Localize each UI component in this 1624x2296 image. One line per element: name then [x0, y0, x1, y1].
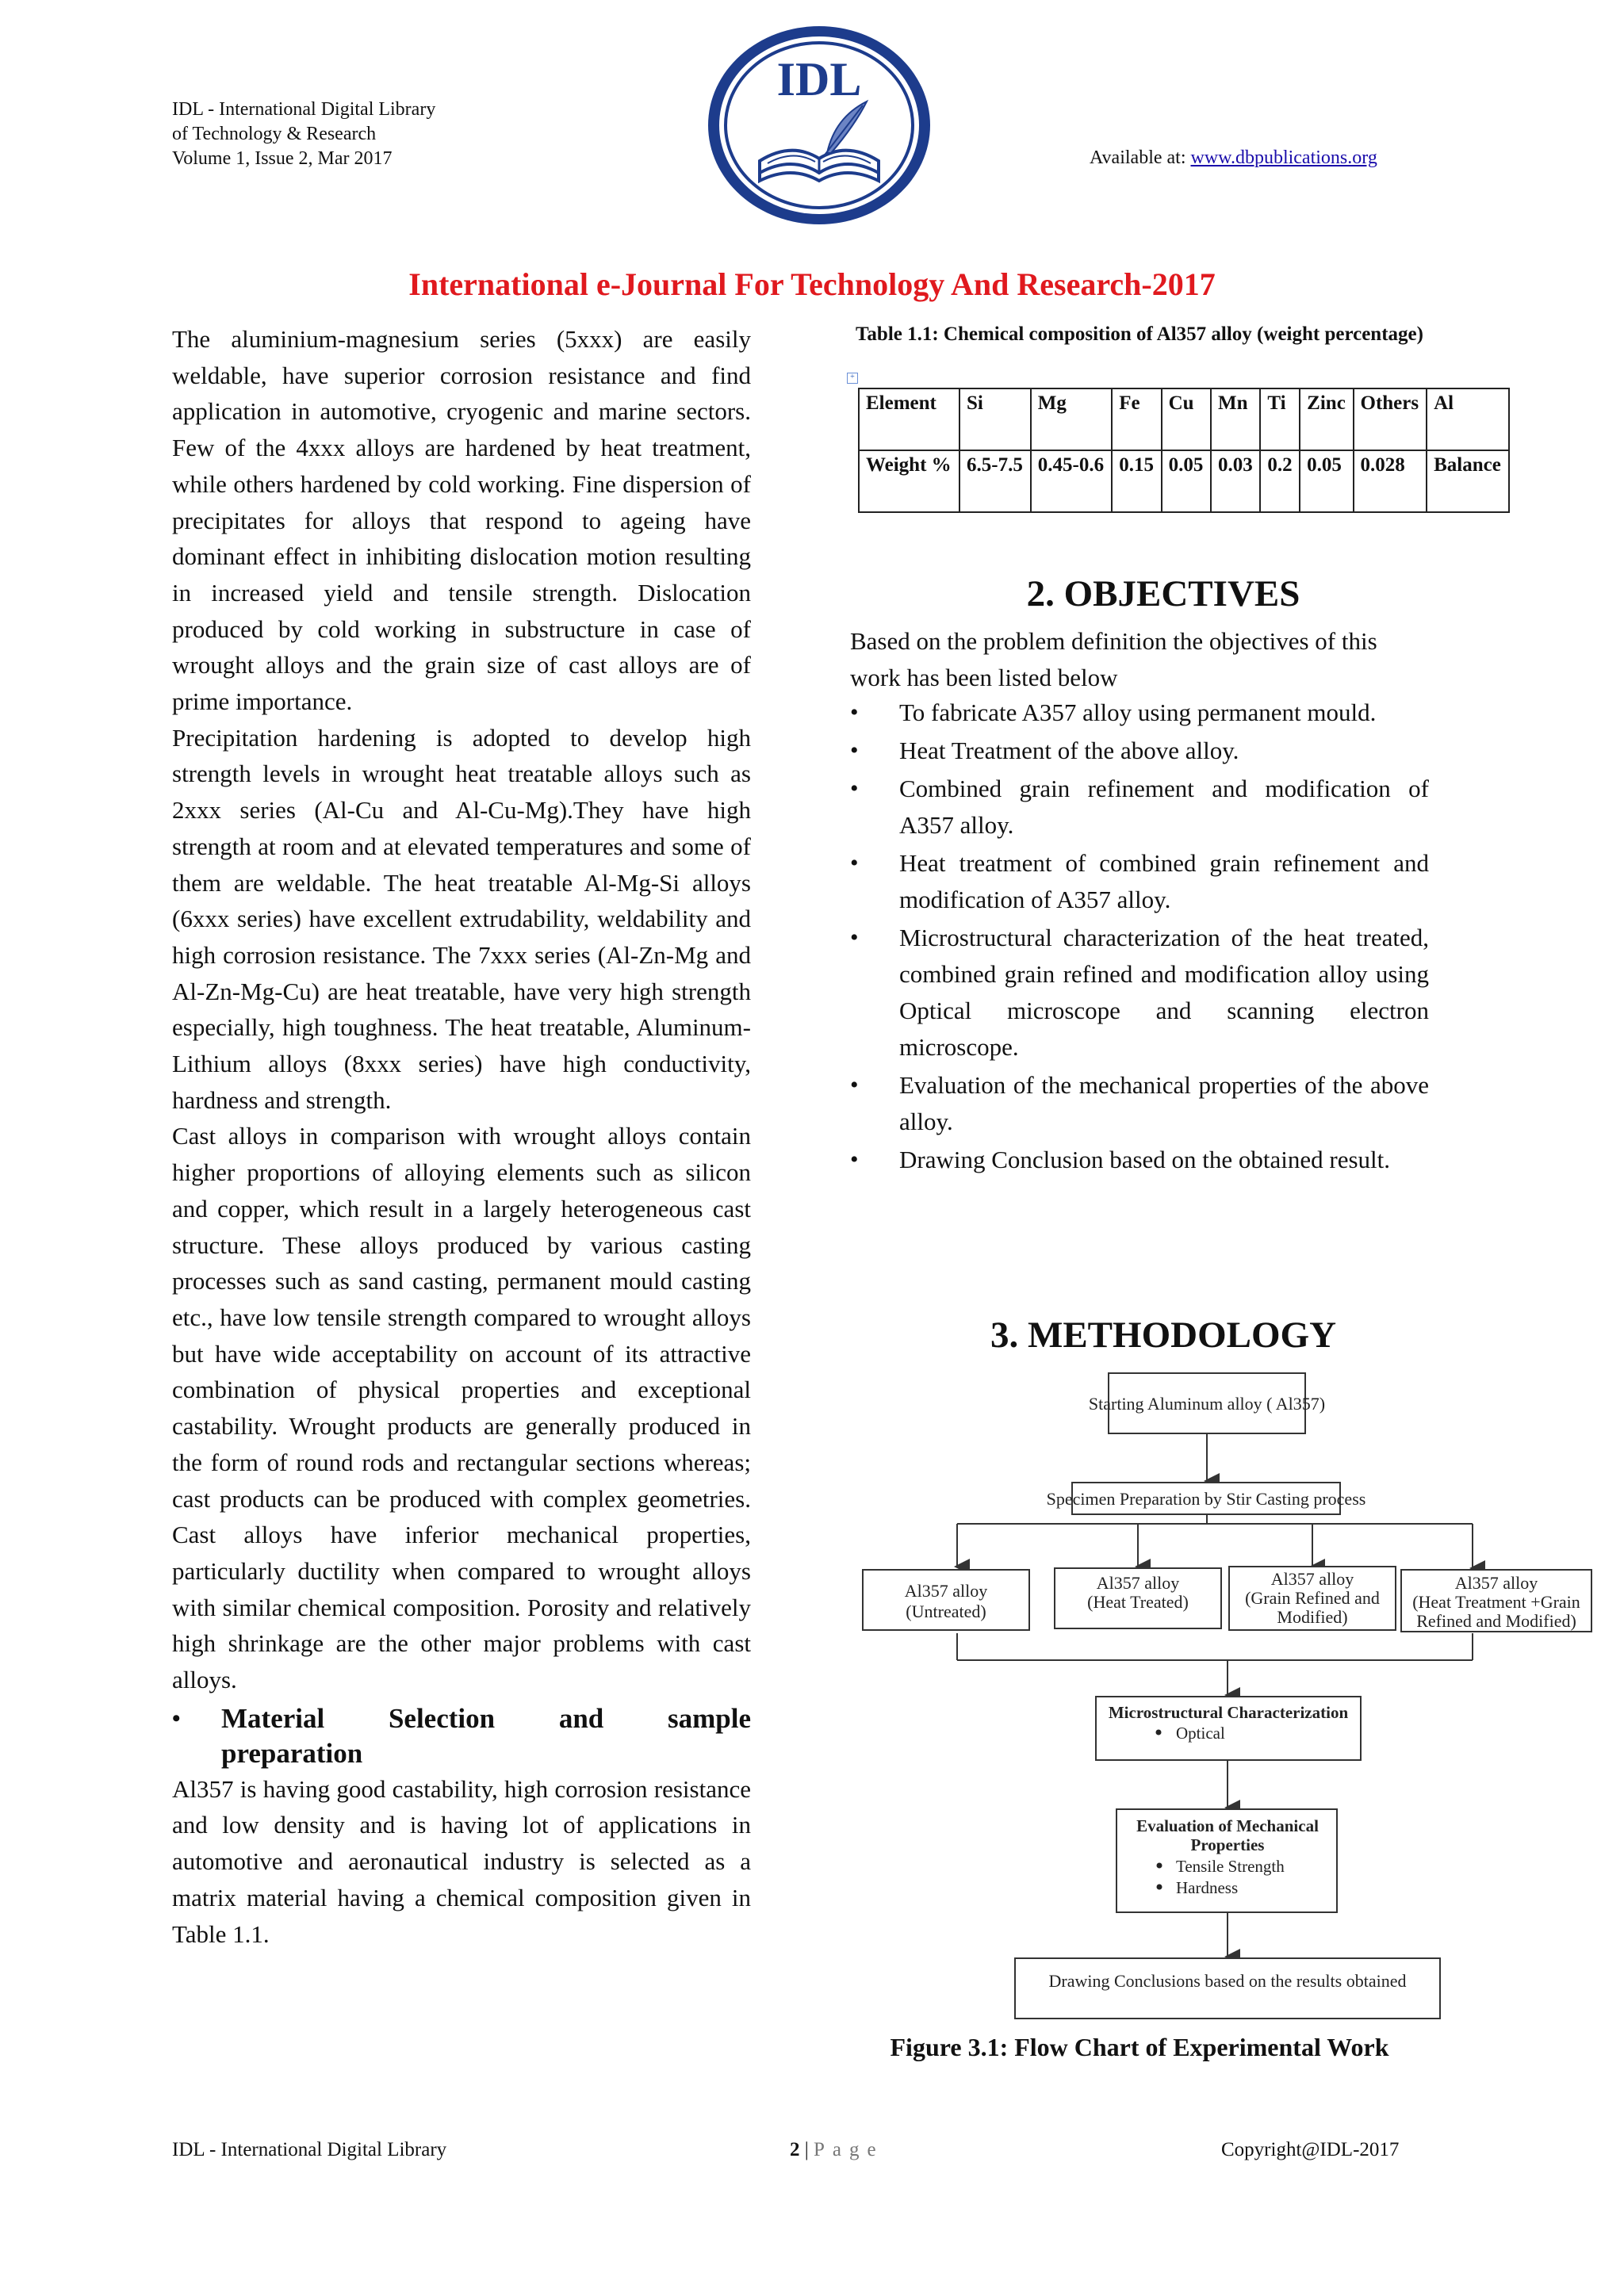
subheading-line-1: • Material Selection and sample [221, 1702, 751, 1734]
list-item: • Evaluation of the mechanical properties of the above alloy. [850, 1067, 1429, 1140]
bullet-icon [1157, 1885, 1162, 1890]
flow-prep-label: Specimen Preparation by Stir Casting process [1046, 1489, 1366, 1509]
flow-label: (Untreated) [906, 1601, 986, 1621]
table-cell: Al [1427, 388, 1509, 450]
subheading-line-2: preparation [221, 1737, 363, 1769]
header-publication-info [172, 98, 435, 171]
objectives-list [850, 695, 1429, 1180]
methodology-heading: 3. METHODOLOGY [990, 1314, 1337, 1356]
flow-eval-title-1: Evaluation of Mechanical [1136, 1816, 1319, 1835]
idl-logo [704, 22, 934, 228]
flow-micro-title: Microstructural Characterization [1108, 1703, 1349, 1722]
table-cell: Others [1354, 388, 1427, 450]
list-item: • Heat treatment of combined grain refinement and modification of A357 alloy. [850, 845, 1429, 918]
left-column [172, 321, 751, 1952]
table-cell: 0.05 [1162, 450, 1211, 512]
table-cell: 0.05 [1300, 450, 1353, 512]
flow-chart [856, 1364, 1594, 2030]
table-cell: Element [859, 388, 959, 450]
flow-label: Modified) [1277, 1607, 1348, 1627]
table-cell: Mg [1031, 388, 1112, 450]
footer-page [790, 2139, 884, 2161]
flow-label: Al357 alloy [1096, 1573, 1180, 1593]
bullet-icon [1157, 1863, 1162, 1869]
table-cell: 0.028 [1354, 450, 1427, 512]
subheading-material-selection [172, 1701, 751, 1771]
flow-eval-title-2: Properties [1190, 1835, 1265, 1854]
list-item: • Combined grain refinement and modification of A357 alloy. [850, 771, 1429, 844]
composition-table [858, 388, 1510, 513]
page-number: 2 [790, 2139, 800, 2160]
flow-label: (Heat Treatment +Grain [1412, 1592, 1580, 1612]
table-cell: Ti [1260, 388, 1300, 450]
table-row [859, 450, 1509, 512]
table-cell: Fe [1112, 388, 1161, 450]
list-item: • To fabricate A357 alloy using permanent mould. [850, 695, 1429, 731]
table-cell: Mn [1211, 388, 1260, 450]
available-at [1090, 147, 1377, 169]
header-line-2: of Technology & Research [172, 124, 377, 144]
page-word: Page [814, 2139, 884, 2160]
list-item: • Drawing Conclusion based on the obtained result. [850, 1142, 1429, 1178]
list-item: • Heat Treatment of the above alloy. [850, 733, 1429, 769]
header-line-1: IDL - International Digital Library [172, 99, 436, 120]
paragraph-precipitation-hardening: Precipitation hardening is adopted to develop high strength levels in wrought heat treatable alloys such as 2xxx series (Al-Cu and Al-Cu-Mg).They have high strength at room and at elevated temperatures and some of them are weldable. The heat treatable Al-Mg-Si alloys (6xxx series) have excellent extrudability, weldability and high corrosion resistance. The 7xxx series (Al-Zn-Mg and Al-Zn-Mg-Cu) are heat treatable, have very high strength especially, high toughness. The heat treatable, Aluminum-Lithium alloys (8xxx series) have high conductivity, hardness and strength. [172, 723, 751, 1114]
flow-label: Al357 alloy [904, 1581, 988, 1601]
flow-eval-item-1: Tensile Strength [1176, 1857, 1285, 1876]
journal-url-link[interactable]: www.dbpublications.org [1190, 147, 1377, 168]
flow-conclusion-label: Drawing Conclusions based on the results obtained [1048, 1971, 1407, 1991]
objectives-heading: 2. OBJECTIVES [1026, 573, 1300, 614]
table-cell: Weight % [859, 450, 959, 512]
footer-left: IDL - International Digital Library [172, 2139, 447, 2160]
table-cell: Balance [1427, 450, 1509, 512]
header-line-3: Volume 1, Issue 2, Mar 2017 [172, 148, 393, 169]
journal-title: International e-Journal For Technology And Research-2017 [408, 266, 1216, 302]
table-header-row [859, 388, 1509, 450]
objectives-intro: Based on the problem definition the objectives of this work has been listed below [850, 627, 1377, 691]
paragraph-al357: Al357 is having good castability, high corrosion resistance and low density and is having lot of applications in automotive and aeronautical industry is selected as a matrix material having a chemical composition given in Table 1.1. [172, 1774, 751, 1948]
flow-label: Refined and Modified) [1416, 1611, 1576, 1631]
flow-label: Al357 alloy [1454, 1573, 1538, 1593]
table-cell: 0.2 [1260, 450, 1300, 512]
flow-eval-item-2: Hardness [1176, 1878, 1239, 1897]
table-caption: Table 1.1: Chemical composition of Al357 alloy (weight percentage) [856, 323, 1423, 345]
available-label: Available at: [1090, 147, 1191, 168]
flow-label: Al357 alloy [1270, 1569, 1354, 1589]
page-separator: | [799, 2139, 814, 2160]
table-cell: Si [959, 388, 1031, 450]
paragraph-cast-alloys: Cast alloys in comparison with wrought alloys contain higher proportions of alloying elements such as silicon and copper, which result in a largely heterogeneous cast structure. These alloys produced by various casting processes such as sand casting, permanent mould casting etc., have low tensile strength compared to wrought alloys but have wide acceptability on account of its attractive combination of physical properties and exceptional castability. Wrought products are generally produced in the form of round rods and rectangular sections whereas; cast products can be produced with complex geometries. Cast alloys have inferior mechanical properties, particularly ductility when compared to wrought alloys with similar chemical composition. Porosity and relatively high shrinkage are the other major problems with cast alloys. [172, 1122, 751, 1694]
table-cell: Cu [1162, 388, 1211, 450]
footer-copyright: Copyright@IDL-2017 [1221, 2139, 1400, 2160]
table-cell: 6.5-7.5 [959, 450, 1031, 512]
table-cell: 0.45-0.6 [1031, 450, 1112, 512]
flow-label: (Heat Treated) [1087, 1592, 1189, 1612]
logo-text: IDL [776, 53, 862, 105]
list-item: • Microstructural characterization of the heat treated, combined grain refined and modification alloy using Optical microscope and scanning electron microscope. [850, 920, 1429, 1066]
flow-micro-item: Optical [1176, 1724, 1225, 1743]
bullet-icon [1156, 1730, 1162, 1735]
paragraph-aluminium-series: The aluminium-magnesium series (5xxx) are easily weldable, have superior corrosion resistance and find application in automotive, cryogenic and marine sectors. Few of the 4xxx alloys are hardened by heat treatment, while others hardened by cold working. Fine dispersion of precipitates for alloys that respond to ageing have dominant effect in inhibiting dislocation motion resulting in increased yield and tensile strength. Dislocation produced by cold working in substructure in case of wrought alloys and the grain size of cast alloys are of prime importance. [172, 325, 751, 716]
figure-caption: Figure 3.1: Flow Chart of Experimental Work [890, 2033, 1389, 2061]
table-cell: 0.03 [1211, 450, 1260, 512]
flow-start-label: Starting Aluminum alloy ( Al357) [1088, 1394, 1326, 1414]
table-cell: 0.15 [1112, 450, 1161, 512]
table-anchor-icon: + [847, 373, 858, 384]
flow-label: (Grain Refined and [1245, 1588, 1380, 1608]
table-cell: Zinc [1300, 388, 1353, 450]
